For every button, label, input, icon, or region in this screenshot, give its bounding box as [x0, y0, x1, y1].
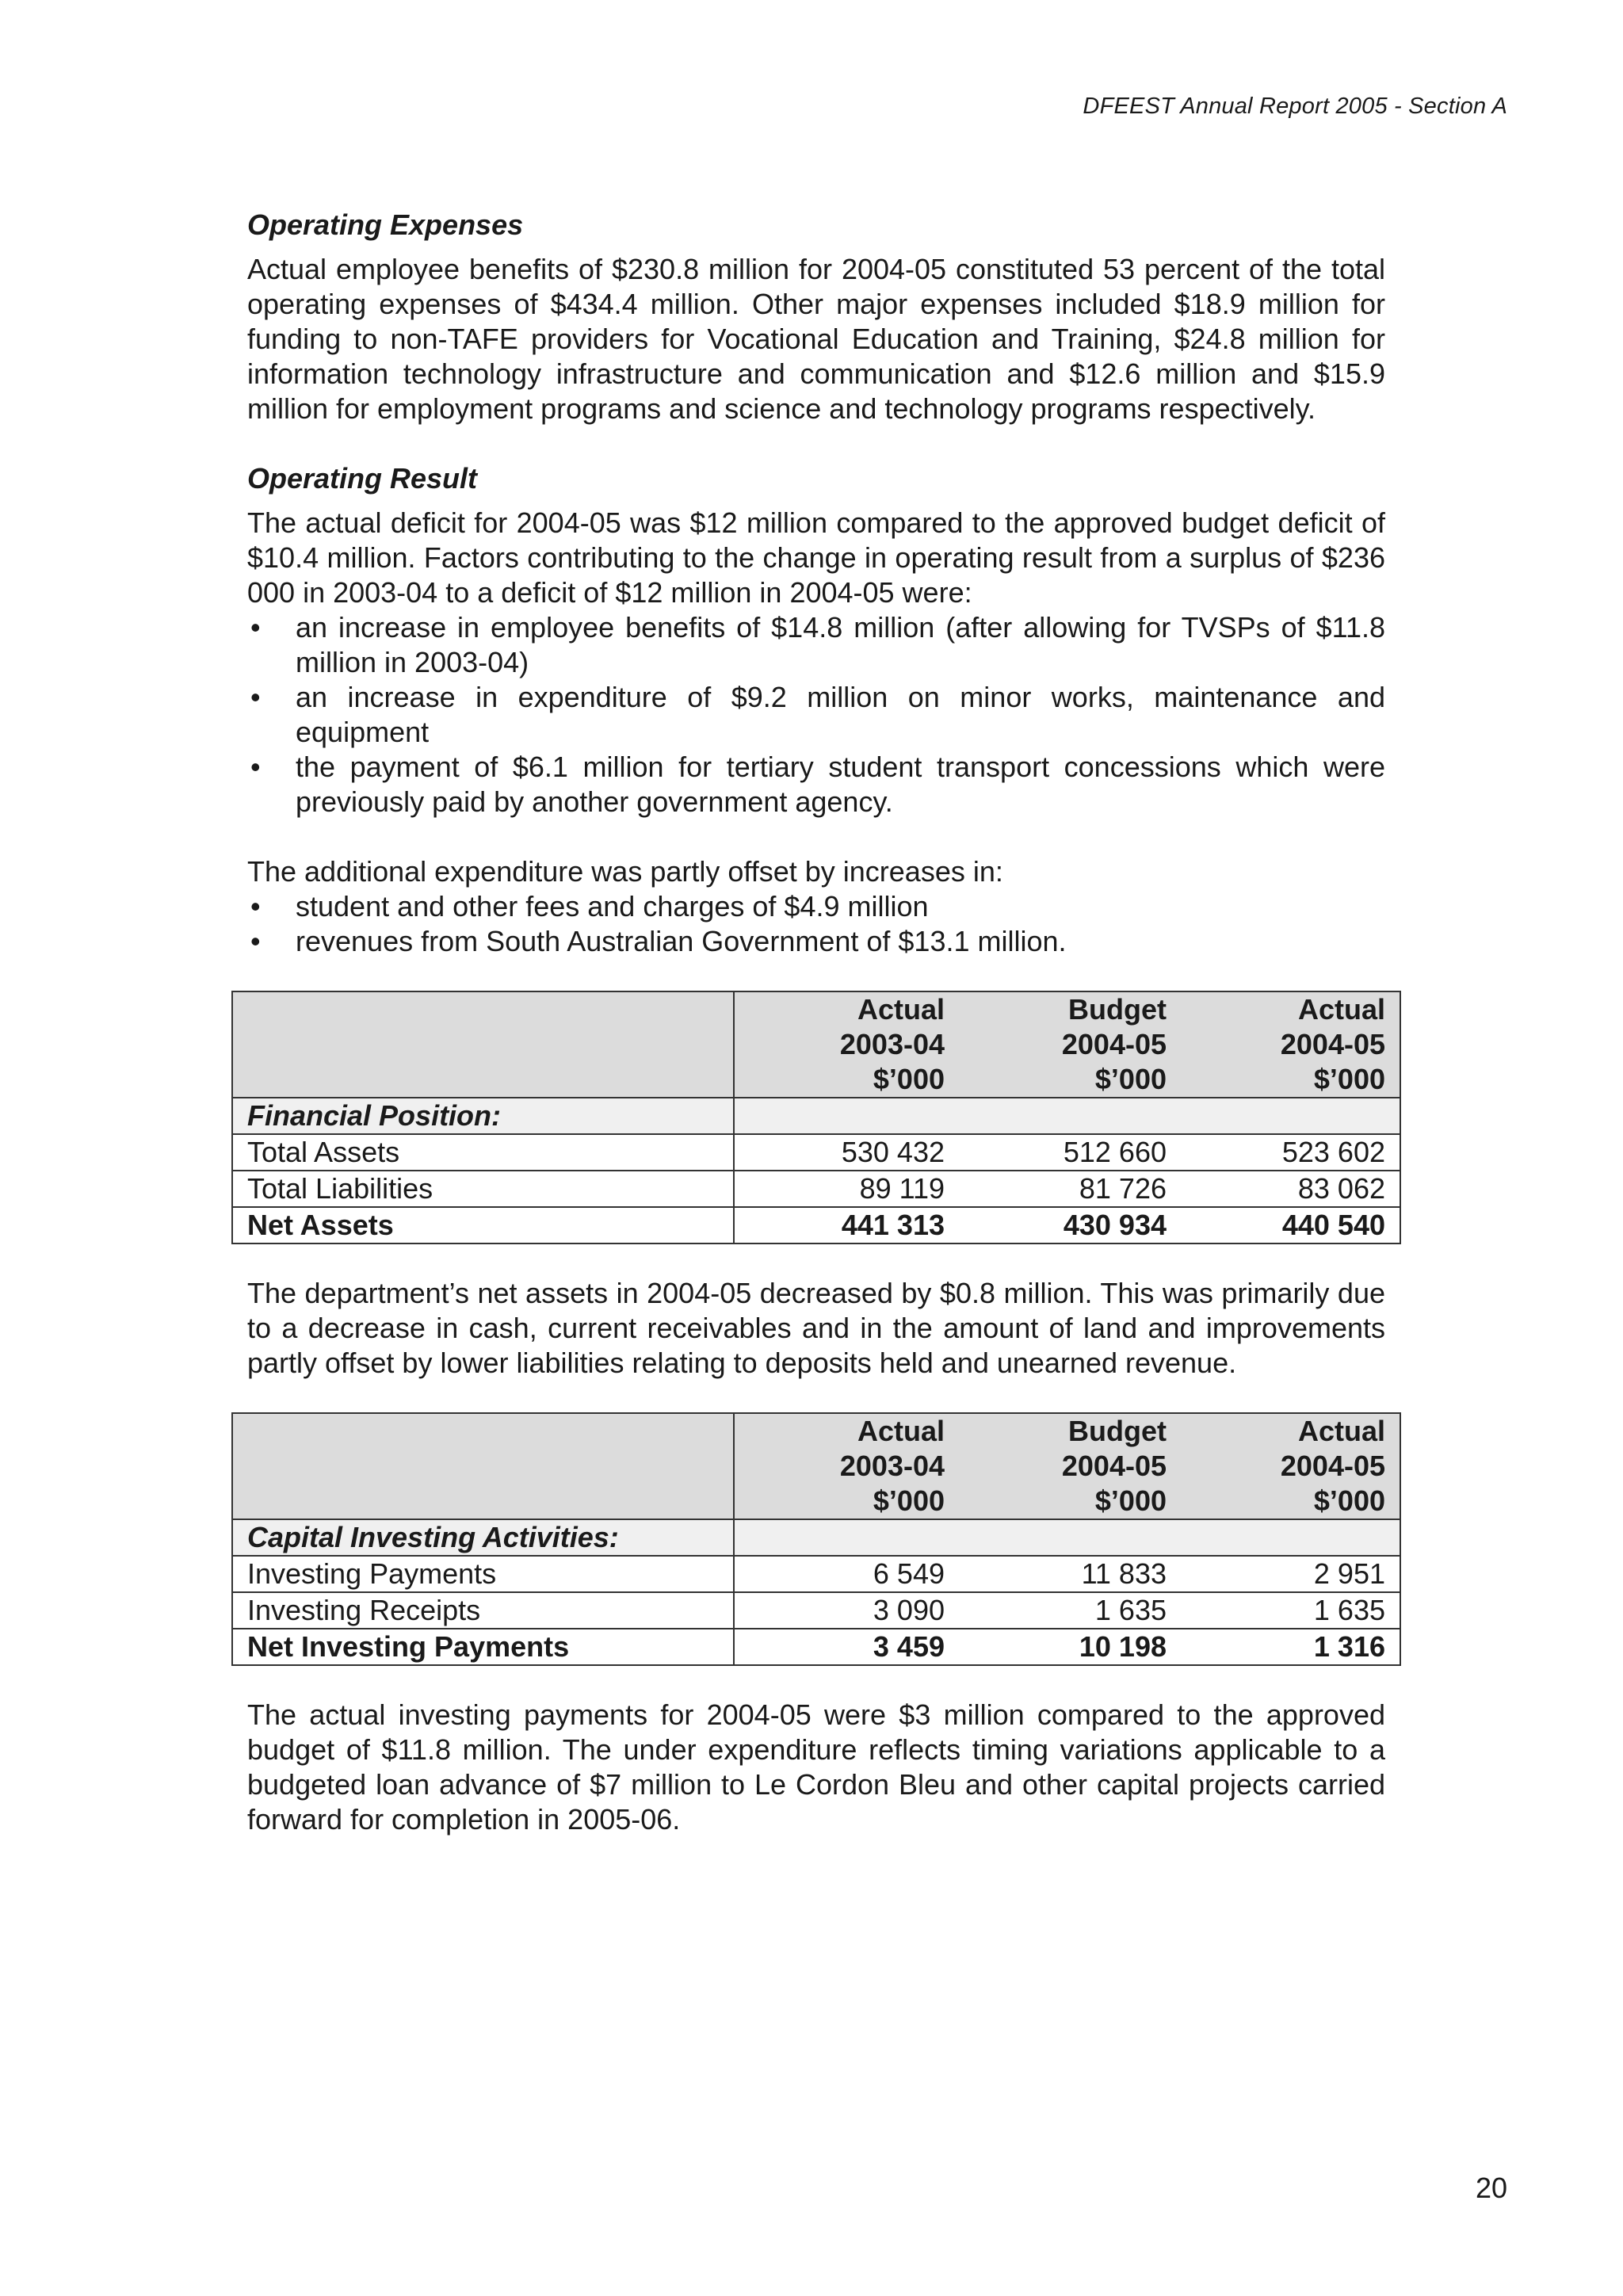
capital-investing-table [231, 1412, 1401, 1666]
section-label: Capital Investing Activities: [232, 1519, 734, 1556]
table-section-row [232, 1098, 1400, 1134]
list-item: • the payment of $6.1 million for tertiary student transport concessions which were previously paid by another government agency. [247, 750, 1385, 819]
table-row: Total Assets 530 432 512 660 523 602 [232, 1134, 1400, 1171]
table-row: Investing Receipts 3 090 1 635 1 635 [232, 1592, 1400, 1629]
investing-paragraph: The actual investing payments for 2004-05 were $3 million compared to the approved budget of $11.8 million. The under expenditure reflects timing variations applicable to a budgeted loan advance of $7 million to Le Cordon Bleu and other capital projects carried forward for completion in 2005-06. [247, 1698, 1385, 1836]
column-header-actual-2003-04: Actual 2003-04 $’000 [839, 993, 945, 1095]
page-number: 20 [1475, 2172, 1507, 2204]
table-row: Total Liabilities 89 119 81 726 83 062 [232, 1171, 1400, 1207]
operating-result-heading: Operating Result [247, 462, 478, 495]
column-header-budget-2004-05: Budget 2004-05 $’000 [1061, 993, 1167, 1095]
offset-list [247, 889, 1385, 959]
column-header-actual-2004-05: Actual 2004-05 $’000 [1280, 993, 1385, 1095]
financial-position-table [231, 991, 1401, 1244]
table-row: Investing Payments 6 549 11 833 2 951 [232, 1556, 1400, 1592]
section-label: Financial Position: [232, 1098, 734, 1134]
list-item: • student and other fees and charges of $4.9 million [247, 889, 1385, 924]
page-content [247, 208, 1385, 1837]
page-header: DFEEST Annual Report 2005 - Section A [1083, 94, 1507, 119]
operating-expenses-paragraph: Actual employee benefits of $230.8 million for 2004-05 constituted 53 percent of the total operating expenses of $434.4 million. Other major expenses included $18.9 million for funding to non-TAFE providers for Vocational Education and Training, $24.8 million for information technology infrastructure and communication and $12.6 million and $15.9 million for employment programs and science and technology programs respectively. [247, 253, 1385, 425]
column-header-actual-2004-05: Actual 2004-05 $’000 [1280, 1415, 1385, 1517]
list-item: • an increase in employee benefits of $14.8 million (after allowing for TVSPs of $11.8 million in 2003-04) [247, 610, 1385, 680]
operating-expenses-heading: Operating Expenses [247, 208, 524, 241]
list-item: • an increase in expenditure of $9.2 million on minor works, maintenance and equipment [247, 680, 1385, 750]
table-header-row [232, 1413, 1400, 1519]
column-header-budget-2004-05: Budget 2004-05 $’000 [1061, 1415, 1167, 1517]
net-assets-paragraph: The department’s net assets in 2004-05 decreased by $0.8 million. This was primarily due to a decrease in cash, current receivables and in the amount of land and improvements partly offset by lower liabilities relating to deposits held and unearned revenue. [247, 1277, 1385, 1379]
column-header-actual-2003-04: Actual 2003-04 $’000 [839, 1415, 945, 1517]
operating-result-paragraph: The actual deficit for 2004-05 was $12 million compared to the approved budget deficit of $10.4 million. Factors contributing to the change in operating result from a surplus of $236 000 in 2003-04 to a deficit of $12 million in 2004-05 were: [247, 506, 1385, 609]
table-section-row [232, 1519, 1400, 1556]
table-total-row: Net Assets 441 313 430 934 440 540 [232, 1207, 1400, 1244]
offset-intro: The additional expenditure was partly offset by increases in: [247, 855, 1003, 888]
list-item: • revenues from South Australian Government of $13.1 million. [247, 924, 1385, 959]
operating-result-factors-list [247, 610, 1385, 819]
table-total-row: Net Investing Payments 3 459 10 198 1 316 [232, 1629, 1400, 1665]
table-header-row [232, 991, 1400, 1098]
